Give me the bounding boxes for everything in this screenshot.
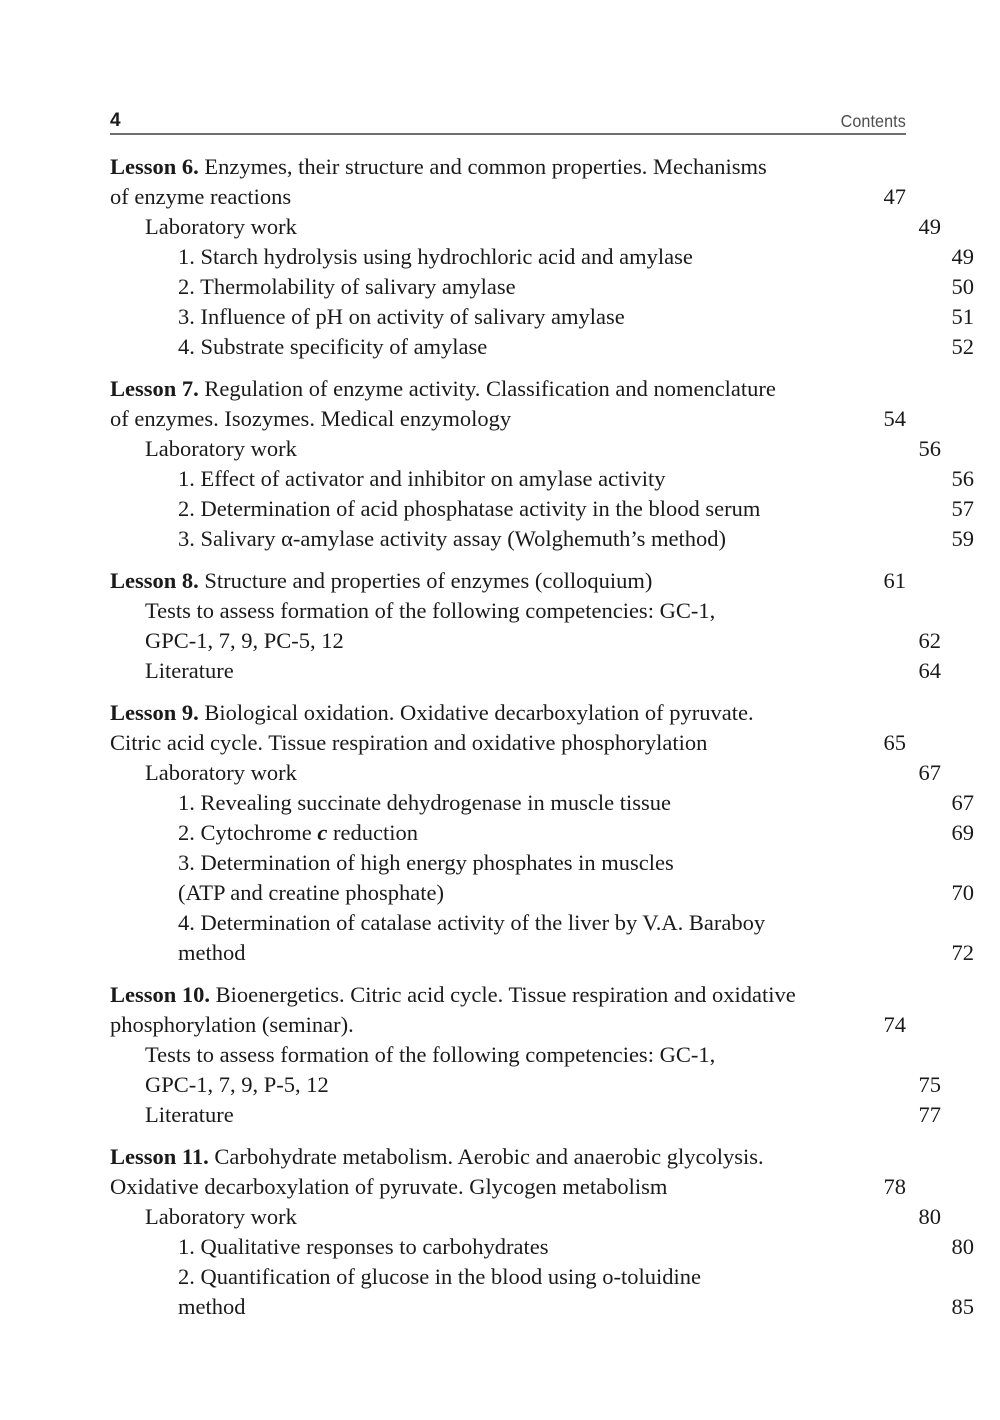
toc-page-number[interactable]: 80	[951, 1234, 974, 1259]
toc-entry-label	[110, 152, 767, 182]
toc-entry-label: Citric acid cycle. Tissue respiration and oxidative phosphorylation	[110, 730, 708, 755]
toc-page-number[interactable]: 77	[918, 1102, 941, 1127]
toc-subsection-entry[interactable]	[110, 596, 941, 626]
toc-page-number[interactable]: 72	[951, 940, 974, 965]
toc-entry-label: Laboratory work	[145, 760, 297, 785]
toc-entry-label: 1. Qualitative responses to carbohydrates	[178, 1234, 549, 1259]
toc-entry-label: 3. Determination of high energy phosphates in muscles	[178, 850, 674, 875]
toc-page-number[interactable]: 64	[918, 658, 941, 683]
toc-entry-label: method	[178, 1294, 246, 1319]
toc-entry-label: Literature	[145, 658, 234, 683]
lesson-title-text: Structure and properties of enzymes (colloquium)	[198, 568, 653, 593]
header-rule	[110, 133, 906, 135]
toc-entry-label	[178, 818, 418, 848]
lesson-number-label: Lesson 11.	[110, 1144, 209, 1169]
toc-lesson-entry[interactable]	[110, 1172, 906, 1202]
toc-item-entry[interactable]	[110, 464, 974, 494]
toc-entry-label: Laboratory work	[145, 214, 297, 239]
table-of-contents	[110, 152, 974, 1322]
toc-page-number[interactable]: 85	[951, 1294, 974, 1319]
toc-entry-label: Literature	[145, 1102, 234, 1127]
toc-entry-text-before: 2. Cytochrome	[178, 820, 318, 845]
lesson-title-text: Enzymes, their structure and common properties. Mechanisms	[198, 154, 767, 179]
toc-page-number[interactable]: 61	[883, 568, 906, 593]
lesson-number-label: Lesson 9.	[110, 700, 199, 725]
toc-page-number[interactable]: 69	[951, 820, 974, 845]
toc-page-number[interactable]: 67	[951, 790, 974, 815]
toc-subsection-entry[interactable]	[110, 626, 941, 656]
toc-entry-label	[110, 566, 652, 596]
toc-entry-label	[110, 980, 796, 1010]
toc-entry-label: 2. Quantification of glucose in the blood using o-toluidine	[178, 1264, 702, 1289]
toc-item-entry[interactable]	[110, 818, 974, 848]
toc-lesson-entry[interactable]	[110, 374, 906, 404]
toc-item-entry[interactable]	[110, 1232, 974, 1262]
toc-page-number[interactable]: 80	[918, 1204, 941, 1229]
lesson-block	[110, 698, 974, 968]
toc-entry-label: phosphorylation (seminar).	[110, 1012, 354, 1037]
running-head-title: Contents	[840, 110, 906, 131]
toc-lesson-entry[interactable]	[110, 182, 906, 212]
toc-entry-label: Tests to assess formation of the following competencies: GC-1,	[145, 598, 716, 623]
toc-entry-label: of enzymes. Isozymes. Medical enzymology	[110, 406, 512, 431]
toc-item-entry[interactable]	[110, 1292, 974, 1322]
toc-entry-label: 4. Substrate specificity of amylase	[178, 334, 488, 359]
toc-item-entry[interactable]	[110, 878, 974, 908]
lesson-block	[110, 1142, 974, 1322]
toc-lesson-entry[interactable]	[110, 1010, 906, 1040]
toc-lesson-entry[interactable]	[110, 566, 906, 596]
lesson-title-text: Biological oxidation. Oxidative decarboxylation of pyruvate.	[198, 700, 754, 725]
toc-page-number[interactable]: 56	[918, 436, 941, 461]
toc-entry-label	[110, 698, 754, 728]
lesson-title-text: Bioenergetics. Citric acid cycle. Tissue respiration and oxidative	[210, 982, 796, 1007]
toc-entry-label: Laboratory work	[145, 436, 297, 461]
toc-page-number[interactable]: 56	[951, 466, 974, 491]
toc-entry-label: 1. Starch hydrolysis using hydrochloric acid and amylase	[178, 244, 693, 269]
toc-page-number[interactable]: 67	[918, 760, 941, 785]
lesson-number-label: Lesson 7.	[110, 376, 199, 401]
lesson-block	[110, 152, 974, 362]
toc-item-entry[interactable]	[110, 272, 974, 302]
toc-subsection-entry[interactable]	[110, 1202, 941, 1232]
toc-entry-label: Laboratory work	[145, 1204, 297, 1229]
toc-subsection-entry[interactable]	[110, 1100, 941, 1130]
toc-item-entry[interactable]	[110, 788, 974, 818]
lesson-block	[110, 374, 974, 554]
toc-item-entry[interactable]	[110, 938, 974, 968]
toc-page-number[interactable]: 49	[918, 214, 941, 239]
toc-entry-label: 1. Revealing succinate dehydrogenase in muscle tissue	[178, 790, 671, 815]
toc-entry-label: GPC-1, 7, 9, P-5, 12	[145, 1072, 329, 1097]
lesson-block	[110, 566, 941, 686]
toc-item-entry[interactable]	[110, 302, 974, 332]
toc-item-entry[interactable]	[110, 494, 974, 524]
toc-page-number[interactable]: 75	[918, 1072, 941, 1097]
toc-page-number[interactable]: 70	[951, 880, 974, 905]
toc-page-number[interactable]: 50	[951, 274, 974, 299]
toc-page-number[interactable]: 62	[918, 628, 941, 653]
toc-item-entry[interactable]	[110, 908, 974, 938]
toc-page-number[interactable]: 52	[951, 334, 974, 359]
toc-page-number[interactable]: 54	[883, 406, 906, 431]
toc-entry-label: Oxidative decarboxylation of pyruvate. Glycogen metabolism	[110, 1174, 668, 1199]
toc-lesson-entry[interactable]	[110, 404, 906, 434]
lesson-number-label: Lesson 8.	[110, 568, 199, 593]
toc-entry-label: 3. Influence of pH on activity of salivary amylase	[178, 304, 625, 329]
toc-entry-label: 2. Thermolability of salivary amylase	[178, 274, 516, 299]
toc-page-number[interactable]: 65	[883, 730, 906, 755]
toc-subsection-entry[interactable]	[110, 1070, 941, 1100]
toc-lesson-entry[interactable]	[110, 728, 906, 758]
toc-item-entry[interactable]	[110, 242, 974, 272]
toc-entry-label	[110, 1142, 764, 1172]
toc-entry-label: 1. Effect of activator and inhibitor on amylase activity	[178, 466, 666, 491]
toc-lesson-entry[interactable]	[110, 698, 906, 728]
lesson-number-label: Lesson 10.	[110, 982, 211, 1007]
toc-page-number[interactable]: 78	[883, 1174, 906, 1199]
toc-entry-label: Tests to assess formation of the following competencies: GC-1,	[145, 1042, 716, 1067]
toc-entry-label	[110, 374, 776, 404]
toc-entry-label: of enzyme reactions	[110, 184, 292, 209]
toc-page-number[interactable]: 74	[883, 1012, 906, 1037]
toc-item-entry[interactable]	[110, 848, 974, 878]
toc-subsection-entry[interactable]	[110, 212, 941, 242]
lesson-block	[110, 980, 941, 1130]
toc-entry-label: 3. Salivary α-amylase activity assay (Wolghemuth’s method)	[178, 526, 726, 551]
running-header	[110, 96, 906, 130]
toc-entry-label: GPC-1, 7, 9, PC-5, 12	[145, 628, 344, 653]
toc-subsection-entry[interactable]	[110, 1040, 941, 1070]
toc-page-number[interactable]: 57	[951, 496, 974, 521]
toc-subsection-entry[interactable]	[110, 758, 941, 788]
page-number: 4	[110, 110, 121, 131]
toc-entry-label: (ATP and creatine phosphate)	[178, 880, 444, 905]
toc-lesson-entry[interactable]	[110, 980, 906, 1010]
toc-page-number[interactable]: 49	[951, 244, 974, 269]
lesson-title-text: Regulation of enzyme activity. Classification and nomenclature	[198, 376, 776, 401]
toc-item-entry[interactable]	[110, 524, 974, 554]
toc-item-entry[interactable]	[110, 1262, 974, 1292]
lesson-number-label: Lesson 6.	[110, 154, 199, 179]
toc-subsection-entry[interactable]	[110, 434, 941, 464]
toc-entry-label: method	[178, 940, 246, 965]
toc-page-number[interactable]: 47	[883, 184, 906, 209]
lesson-title-text: Carbohydrate metabolism. Aerobic and anaerobic glycolysis.	[208, 1144, 764, 1169]
toc-entry-label: 2. Determination of acid phosphatase activity in the blood serum	[178, 496, 761, 521]
toc-entry-text-after: reduction	[327, 820, 418, 845]
toc-entry-label: 4. Determination of catalase activity of the liver by V.A. Baraboy	[178, 910, 766, 935]
toc-subsection-entry[interactable]	[110, 656, 941, 686]
toc-lesson-entry[interactable]	[110, 1142, 906, 1172]
toc-lesson-entry[interactable]	[110, 152, 906, 182]
toc-item-entry[interactable]	[110, 332, 974, 362]
cytochrome-c-symbol: c	[317, 820, 328, 845]
toc-page-number[interactable]: 59	[951, 526, 974, 551]
toc-page-number[interactable]: 51	[951, 304, 974, 329]
